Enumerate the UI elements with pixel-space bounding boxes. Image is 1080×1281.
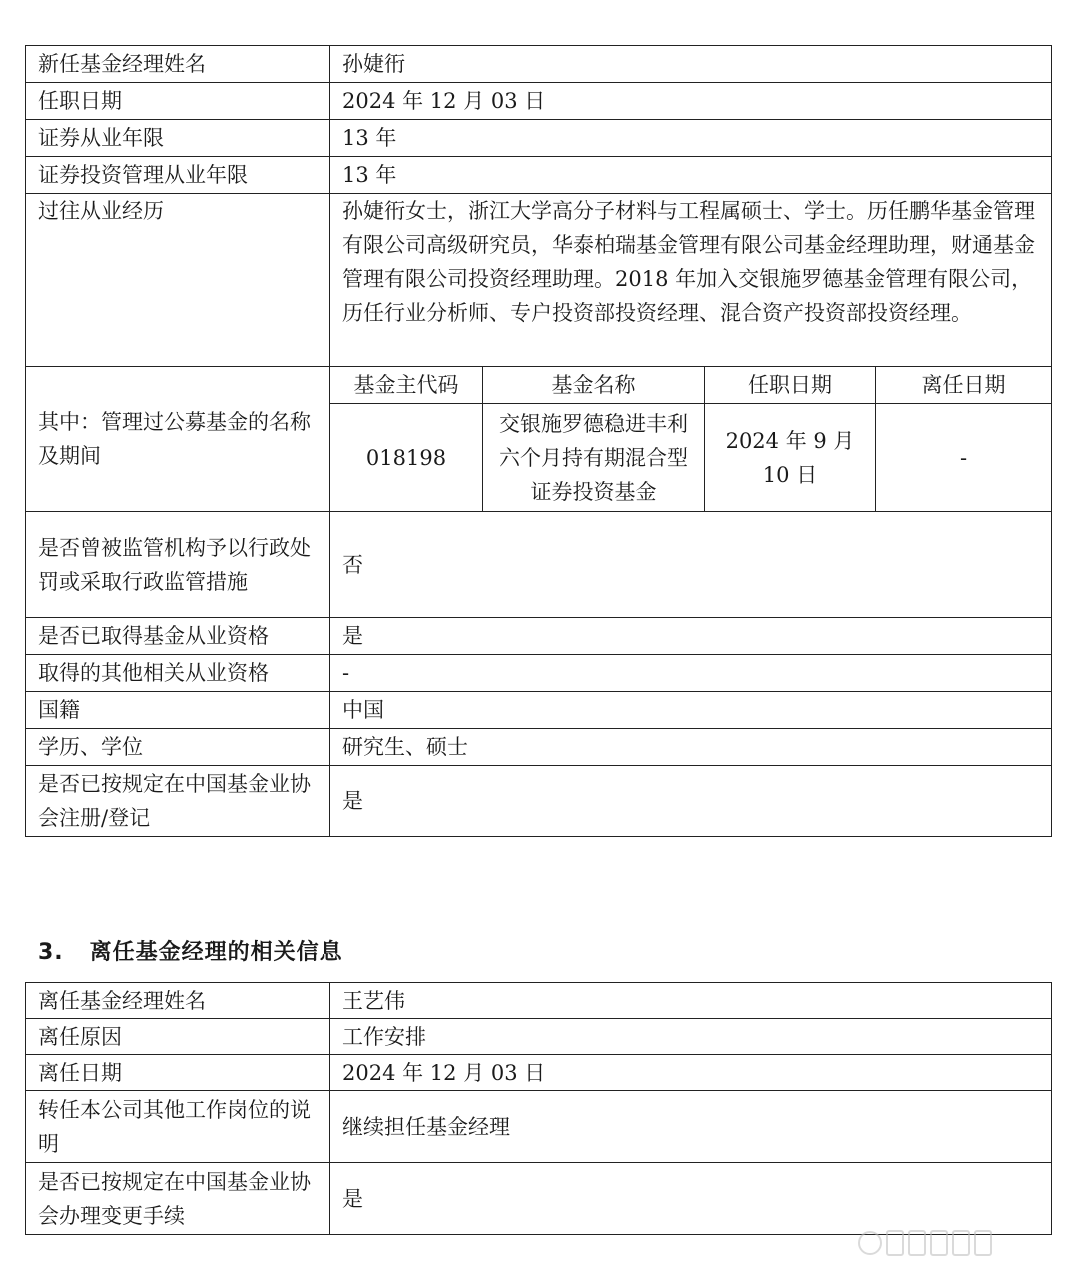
table-row xyxy=(26,729,1052,766)
row-label: 离任基金经理姓名 xyxy=(26,983,330,1019)
watermark xyxy=(858,1228,1058,1258)
col-header-end: 离任日期 xyxy=(876,367,1052,404)
row-label: 是否已取得基金从业资格 xyxy=(26,618,330,655)
table-row xyxy=(26,766,1052,837)
row-value: 否 xyxy=(330,512,1052,618)
table-row xyxy=(26,655,1052,692)
row-value: 王艺伟 xyxy=(330,983,1052,1019)
table-row xyxy=(26,1055,1052,1091)
row-value: 是 xyxy=(330,1163,1052,1235)
row-label: 是否曾被监管机构予以行政处罚或采取行政监管措施 xyxy=(26,512,330,618)
row-value: 是 xyxy=(330,766,1052,837)
fund-end-date: - xyxy=(876,404,1052,512)
table-row xyxy=(26,46,1052,83)
row-value: 是 xyxy=(330,618,1052,655)
fund-name: 交银施罗德稳进丰利六个月持有期混合型证券投资基金 xyxy=(483,404,705,512)
row-value: 研究生、硕士 xyxy=(330,729,1052,766)
watermark-bar-icon xyxy=(930,1230,948,1256)
row-label: 离任原因 xyxy=(26,1019,330,1055)
col-header-start: 任职日期 xyxy=(705,367,876,404)
watermark-bar-icon xyxy=(886,1230,904,1256)
table-row xyxy=(26,1163,1052,1235)
table-row xyxy=(26,120,1052,157)
row-label: 是否已按规定在中国基金业协会注册/登记 xyxy=(26,766,330,837)
table-row xyxy=(26,692,1052,729)
table-row xyxy=(26,618,1052,655)
watermark-bar-icon xyxy=(952,1230,970,1256)
fund-header-row xyxy=(26,367,1052,404)
table-row xyxy=(26,194,1052,367)
fund-start-date: 2024 年 9 月 10 日 xyxy=(705,404,876,512)
row-label: 学历、学位 xyxy=(26,729,330,766)
row-label: 离任日期 xyxy=(26,1055,330,1091)
row-value: 2024 年 12 月 03 日 xyxy=(330,83,1052,120)
section-title-text: 离任基金经理的相关信息 xyxy=(89,940,343,965)
row-label: 取得的其他相关从业资格 xyxy=(26,655,330,692)
watermark-bar-icon xyxy=(908,1230,926,1256)
watermark-bubble-icon xyxy=(858,1231,882,1255)
row-value: 孙婕衎 xyxy=(330,46,1052,83)
fund-code: 018198 xyxy=(330,404,483,512)
table-row xyxy=(26,1091,1052,1163)
col-header-name: 基金名称 xyxy=(483,367,705,404)
row-label: 新任基金经理姓名 xyxy=(26,46,330,83)
table-row xyxy=(26,83,1052,120)
section-number: 3. xyxy=(38,940,64,965)
col-header-code: 基金主代码 xyxy=(330,367,483,404)
funds-label: 其中：管理过公募基金的名称及期间 xyxy=(26,367,330,512)
row-label: 过往从业经历 xyxy=(26,194,330,367)
row-label: 是否已按规定在中国基金业协会办理变更手续 xyxy=(26,1163,330,1235)
table-row xyxy=(26,512,1052,618)
table-row xyxy=(26,157,1052,194)
table-row xyxy=(26,1019,1052,1055)
row-value: 2024 年 12 月 03 日 xyxy=(330,1055,1052,1091)
section-title xyxy=(38,935,343,966)
row-value: 13 年 xyxy=(330,120,1052,157)
new-manager-table xyxy=(25,45,1052,837)
row-label: 转任本公司其他工作岗位的说明 xyxy=(26,1091,330,1163)
row-value: 继续担任基金经理 xyxy=(330,1091,1052,1163)
row-value: 工作安排 xyxy=(330,1019,1052,1055)
row-value: 中国 xyxy=(330,692,1052,729)
row-label: 证券投资管理从业年限 xyxy=(26,157,330,194)
career-history-text: 孙婕衎女士，浙江大学高分子材料与工程属硕士、学士。历任鹏华基金管理有限公司高级研究员，华泰柏瑞基金管理有限公司基金经理助理，财通基金管理有限公司投资经理助理。2018 年加入交银施罗德基金管理有限公司，历任行业分析师、专户投资部投资经理、混合资产投资部投资经理。 xyxy=(330,194,1052,367)
row-label: 国籍 xyxy=(26,692,330,729)
row-value: 13 年 xyxy=(330,157,1052,194)
row-label: 任职日期 xyxy=(26,83,330,120)
watermark-bar-icon xyxy=(974,1230,992,1256)
row-label: 证券从业年限 xyxy=(26,120,330,157)
row-value: - xyxy=(330,655,1052,692)
departing-manager-table xyxy=(25,982,1052,1235)
table-row xyxy=(26,983,1052,1019)
